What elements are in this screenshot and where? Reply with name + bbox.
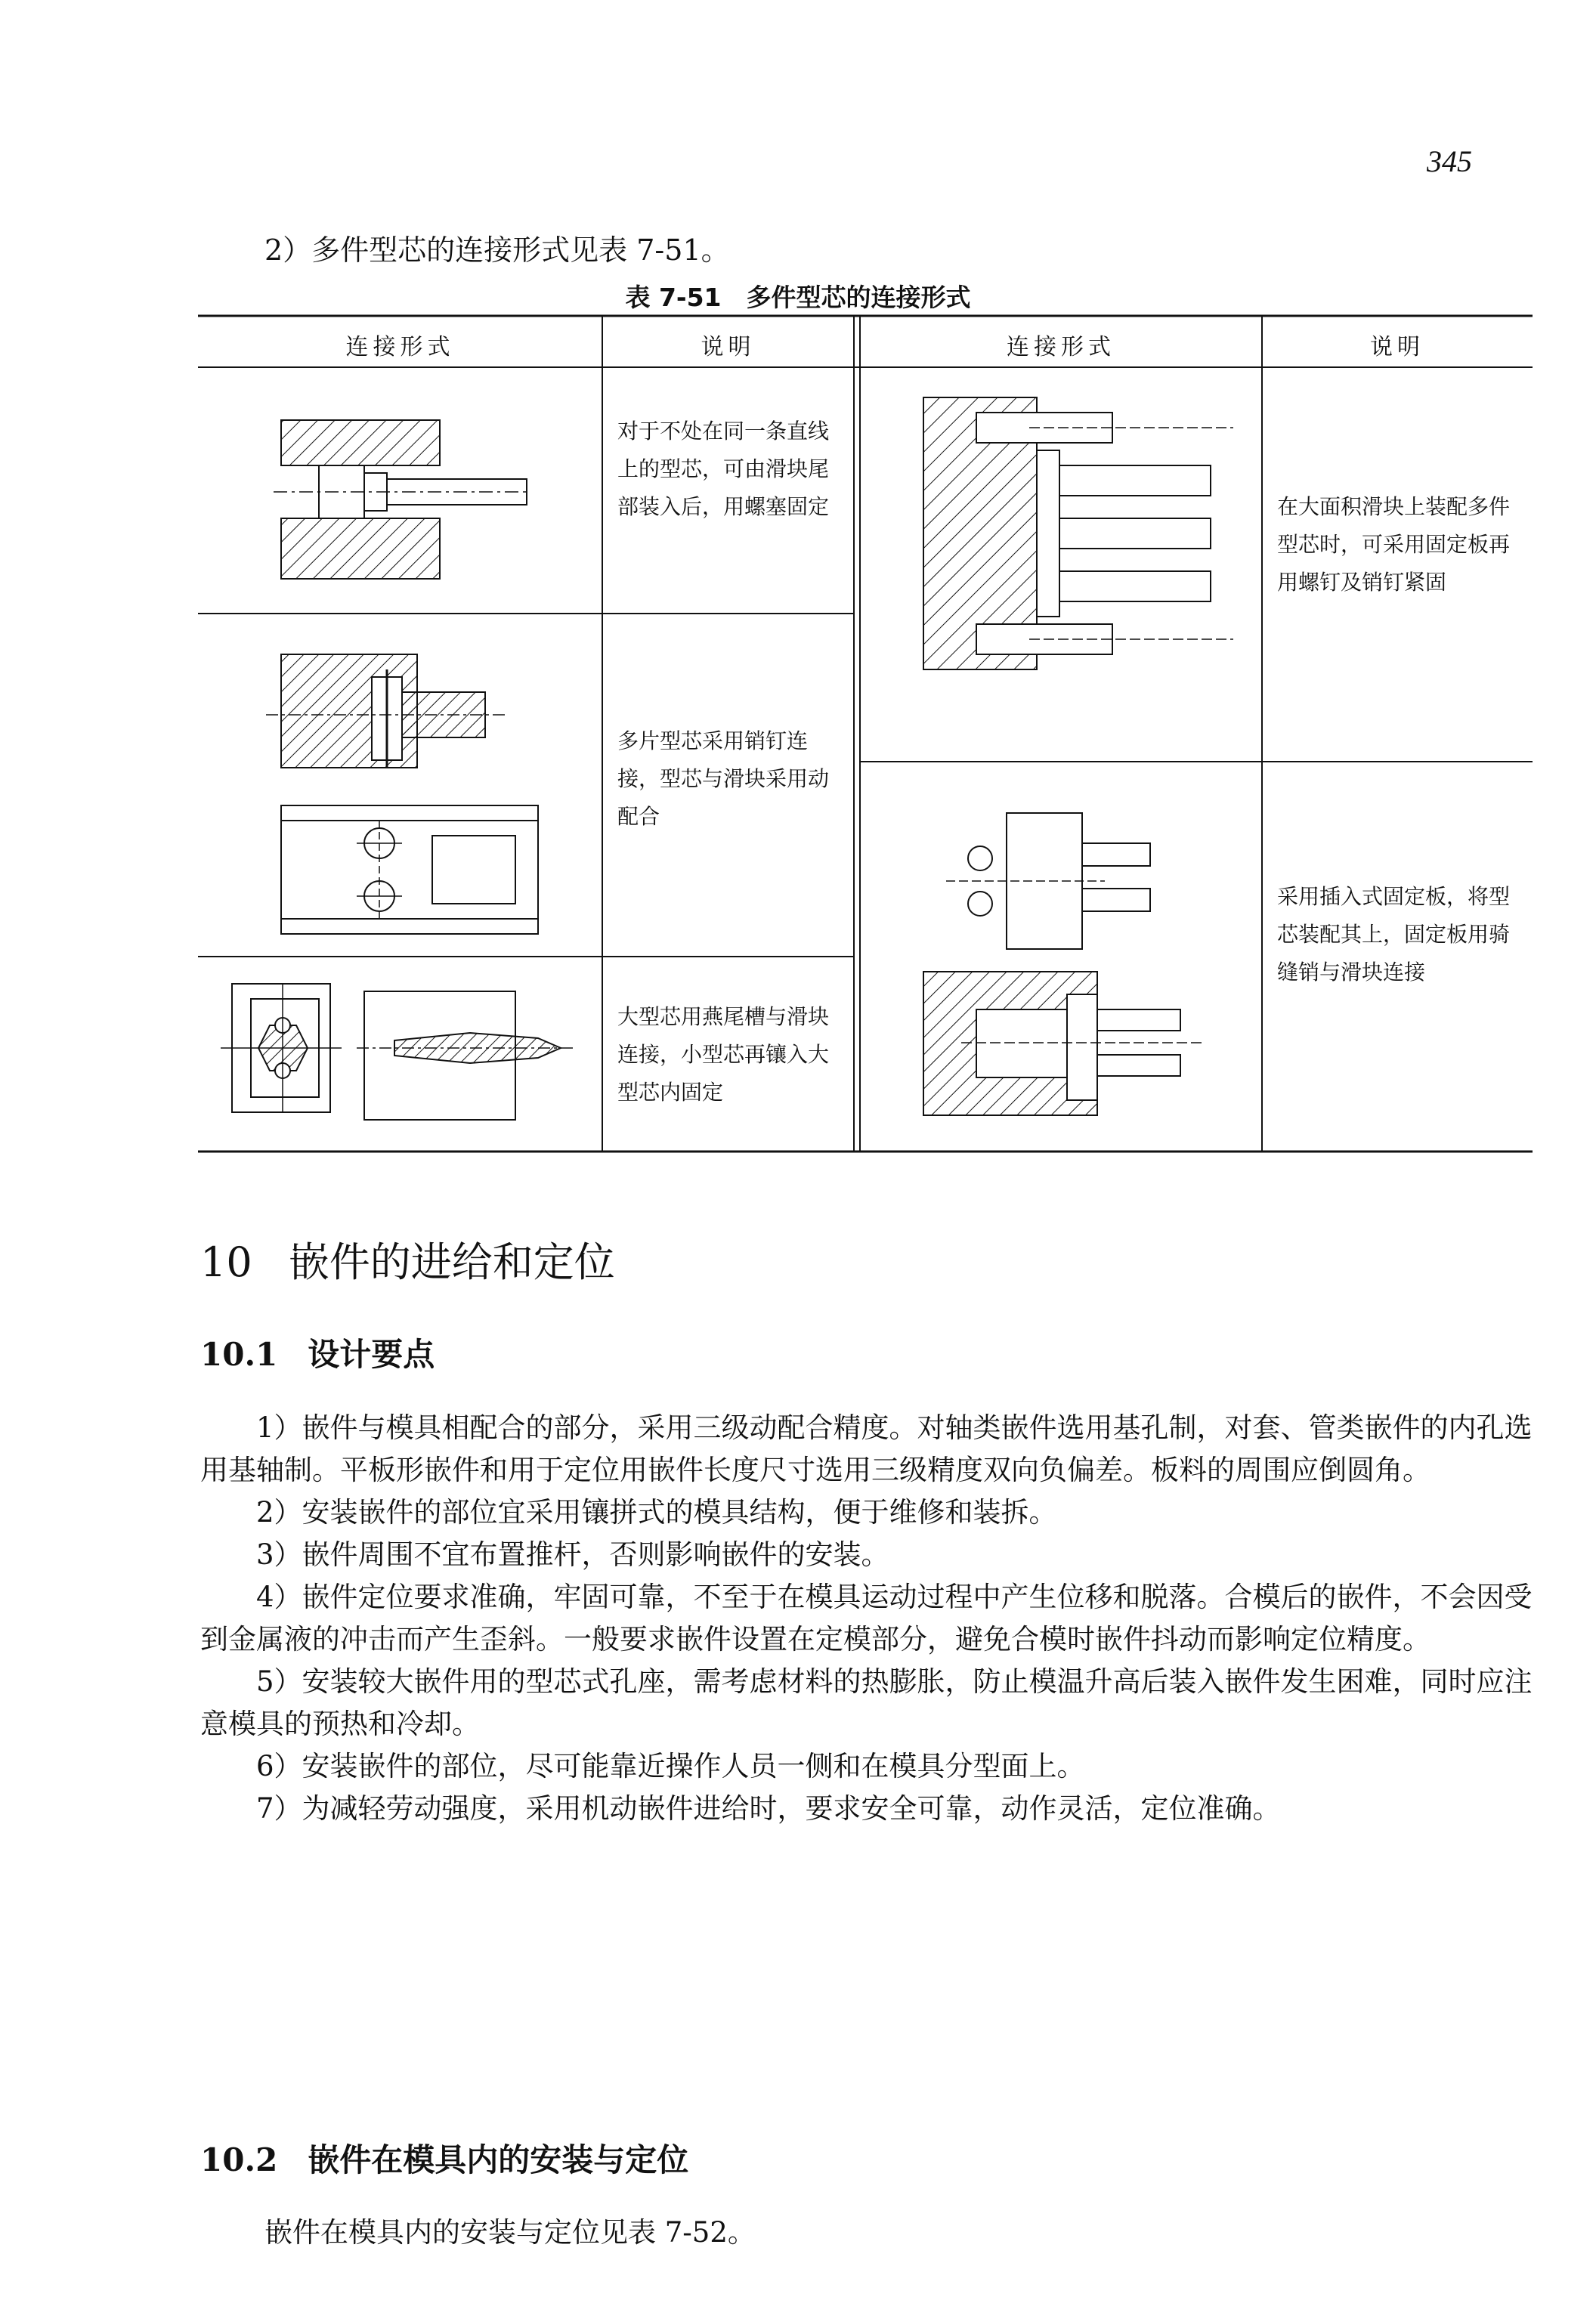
page-number: 345 [1427,144,1472,178]
paragraph-3: 3）嵌件周围不宜布置推杆，否则影响嵌件的安装。 [256,1538,889,1571]
header-connection-form-left: 连接形式 [345,334,455,360]
paragraph-4: 4）嵌件定位要求准确，牢固可靠，不至于在模具运动过程中产生位移和脱落。合模后的嵌件，不会因受到金属液的冲击而产生歪斜。一般要求嵌件设置在定模部分，避免合模时嵌件抖动而影响定位精度。 [200,1581,1533,1656]
header-description-right: 说明 [1370,334,1424,360]
intro-line: 2）多件型芯的连接形式见表 7-51。 [264,233,730,267]
desc-pinned-multi-piece-core: 多片型芯采用销钉连接，型芯与滑块采用动配合 [617,728,830,829]
header-connection-form-right: 连接形式 [1007,334,1115,360]
desc-dovetail-slot-core: 大型芯用燕尾槽与滑块连接，小型芯再镶入大型芯内固定 [617,1004,830,1105]
drawing-plug-fixed-core [274,413,530,586]
table-caption: 表 7-51 多件型芯的连接形式 [625,283,971,312]
desc-insert-fixing-plate: 采用插入式固定板，将型芯装配其上，固定板用骑缝销与滑块连接 [1277,884,1511,985]
drawing-insert-fixing-plate [916,805,1241,1130]
section-title [200,1230,615,1288]
desc-fixing-plate-screws: 在大面积滑块上装配多件型芯时，可采用固定板再用螺钉及销钉紧固 [1277,494,1511,595]
paragraph-7: 7）为减轻劳动强度，采用机动嵌件进给时，要求安全可靠，动作灵活，定位准确。 [256,1792,1281,1825]
drawing-dovetail-slot-core [221,969,614,1135]
design-points-text [200,1407,1534,1830]
header-description-left: 说明 [701,334,756,360]
subsection-1-number: 10.1 [200,1336,278,1373]
final-line: 嵌件在模具内的安装与定位见表 7-52。 [264,2216,756,2249]
section-title-text: 嵌件的进给和定位 [288,1238,615,1286]
desc-plug-fixed-core: 对于不处在同一条直线上的型芯，可由滑块尾部装入后，用螺塞固定 [617,419,830,519]
subsection-2-title-text: 嵌件在模具内的安装与定位 [308,2141,689,2178]
subsection-1-title [200,1330,435,1375]
paragraph-2: 2）安装嵌件的部位宜采用镶拼式的模具结构，便于维修和装拆。 [256,1496,1057,1529]
subsection-2-number: 10.2 [200,2141,278,2178]
drawing-pinned-multi-piece-core [266,647,553,941]
drawing-fixing-plate-screws [916,382,1241,685]
paragraph-6: 6）安装嵌件的部位，尽可能靠近操作人员一侧和在模具分型面上。 [256,1750,1085,1782]
paragraph-5: 5）安装较大嵌件用的型芯式孔座，需考虑材料的热膨胀，防止模温升高后装入嵌件发生困难，同时应注意模具的预热和冷却。 [200,1665,1533,1740]
paragraph-1: 1）嵌件与模具相配合的部分，采用三级动配合精度。对轴类嵌件选用基孔制，对套、管类嵌件的内孔选用基轴制。平板形嵌件和用于定位用嵌件长度尺寸选用三级精度双向负偏差。板料的周围应倒圆角。 [200,1411,1533,1486]
subsection-2-title [200,2135,688,2181]
subsection-1-title-text: 设计要点 [308,1336,435,1373]
connection-table [198,314,1533,1155]
section-number: 10 [200,1238,252,1286]
